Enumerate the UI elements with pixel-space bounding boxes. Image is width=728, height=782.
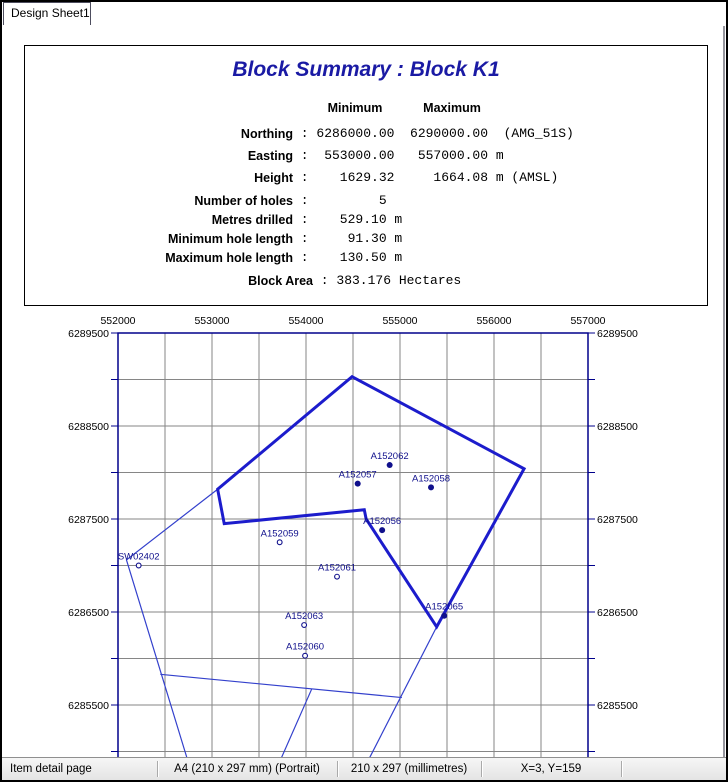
row-label: Maximum hole length bbox=[165, 251, 293, 265]
row-values: : 1629.32 1664.08 m (AMSL) bbox=[293, 170, 559, 185]
row-values: : 383.176 Hectares bbox=[313, 273, 462, 288]
row-label: Northing bbox=[240, 127, 293, 141]
x-axis-label: 557000 bbox=[570, 315, 606, 327]
column-header-minimum: Minimum bbox=[327, 101, 383, 115]
hole-label: SW02402 bbox=[117, 551, 160, 563]
survey-line bbox=[369, 627, 437, 759]
status-item-page: Item detail page bbox=[10, 763, 92, 775]
hole-marker bbox=[303, 653, 308, 658]
summary-row-number-of-holes bbox=[25, 193, 707, 209]
x-axis-label: 552000 bbox=[100, 315, 136, 327]
tab-design-sheet1[interactable]: Design Sheet1 bbox=[3, 2, 91, 25]
summary-column-headers bbox=[25, 101, 707, 117]
tab-strip bbox=[2, 2, 726, 26]
hole-label: A152058 bbox=[411, 473, 451, 485]
summary-row-block-area bbox=[25, 273, 707, 289]
summary-panel bbox=[24, 45, 708, 306]
row-values: : 529.10 m bbox=[293, 212, 403, 227]
hole-marker bbox=[379, 527, 385, 533]
y-axis-label-right: 6289500 bbox=[597, 328, 638, 340]
summary-row-height bbox=[25, 170, 707, 186]
hole-label: A152062 bbox=[370, 451, 409, 463]
row-label: Easting bbox=[247, 149, 293, 163]
y-axis-label-left: 6285500 bbox=[68, 700, 109, 712]
row-label: Height bbox=[254, 171, 293, 185]
hole-marker bbox=[277, 540, 282, 545]
hole-marker bbox=[441, 613, 447, 619]
sheet-right-edge bbox=[723, 26, 725, 758]
summary-row-easting bbox=[25, 148, 707, 164]
survey-line bbox=[280, 689, 312, 760]
status-item-size: 210 x 297 (millimetres) bbox=[350, 763, 468, 775]
summary-row-minimum-hole-length bbox=[25, 231, 707, 247]
row-values: : 5 bbox=[293, 193, 387, 208]
hole-label: A152063 bbox=[285, 611, 324, 623]
y-axis-label-left: 6288500 bbox=[68, 421, 109, 433]
status-bar bbox=[2, 757, 726, 780]
y-axis-label-right: 6287500 bbox=[597, 514, 638, 526]
status-item-coordinates: X=3, Y=159 bbox=[520, 763, 582, 775]
y-axis-label-right: 6286500 bbox=[597, 607, 638, 619]
row-values: : 6286000.00 6290000.00 (AMG_51S) bbox=[293, 126, 574, 141]
hole-marker bbox=[335, 574, 340, 579]
hole-label: A152061 bbox=[317, 562, 357, 574]
row-values: : 130.50 m bbox=[293, 250, 403, 265]
y-axis-label-right: 6285500 bbox=[597, 700, 638, 712]
hole-label: A152059 bbox=[260, 528, 299, 540]
y-axis-label-left: 6286500 bbox=[68, 607, 109, 619]
summary-title: Block Summary : Block K1 bbox=[232, 58, 500, 81]
summary-row-northing bbox=[25, 126, 707, 142]
status-item-paper: A4 (210 x 297 mm) (Portrait) bbox=[174, 763, 320, 775]
column-header-maximum: Maximum bbox=[423, 101, 481, 115]
survey-line bbox=[160, 674, 402, 697]
hole-label: A152056 bbox=[363, 516, 402, 528]
row-label: Metres drilled bbox=[211, 213, 293, 227]
summary-row-metres-drilled bbox=[25, 212, 707, 228]
row-values: : 91.30 m bbox=[293, 231, 403, 246]
survey-line bbox=[126, 489, 217, 760]
y-axis-label-left: 6289500 bbox=[68, 328, 109, 340]
x-axis-label: 554000 bbox=[288, 315, 324, 327]
row-values: : 553000.00 557000.00 m bbox=[293, 148, 504, 163]
row-label: Number of holes bbox=[194, 194, 293, 208]
hole-label: A152065 bbox=[425, 601, 464, 613]
x-axis-label: 553000 bbox=[194, 315, 230, 327]
hole-marker bbox=[302, 623, 307, 628]
hole-marker bbox=[387, 462, 393, 468]
status-separator bbox=[621, 761, 622, 777]
hole-label: A152057 bbox=[338, 469, 377, 481]
x-axis-label: 555000 bbox=[382, 315, 418, 327]
hole-marker bbox=[428, 484, 434, 490]
hole-marker bbox=[355, 481, 361, 487]
row-label: Block Area bbox=[248, 274, 313, 288]
hole-label: A152060 bbox=[286, 641, 325, 653]
row-label: Minimum hole length bbox=[168, 232, 293, 246]
y-axis-label-right: 6288500 bbox=[597, 421, 638, 433]
summary-row-maximum-hole-length bbox=[25, 250, 707, 266]
y-axis-label-left: 6287500 bbox=[68, 514, 109, 526]
hole-marker bbox=[136, 563, 141, 568]
x-axis-label: 556000 bbox=[476, 315, 512, 327]
block-outline bbox=[218, 377, 524, 627]
